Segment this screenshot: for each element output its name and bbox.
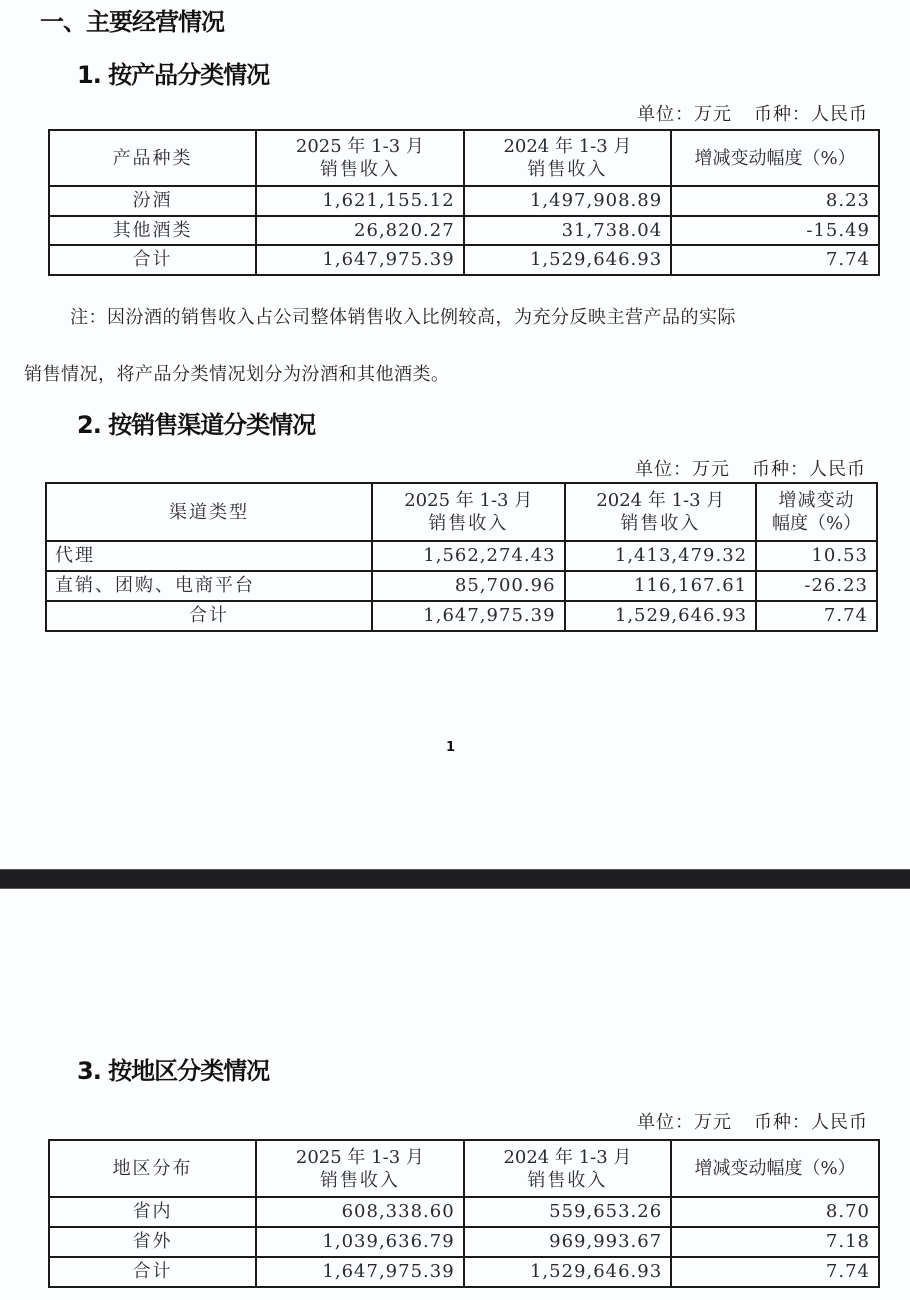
header-change-pct: 增减变动幅度（%） (671, 1140, 879, 1197)
header-change-pct: 增减变动 幅度（%） (756, 483, 877, 541)
header-product-type: 产品种类 (49, 130, 256, 186)
header-2024-revenue: 2024 年 1-3 月 销售收入 (464, 1140, 672, 1197)
unit-label: 单位：万元 (635, 459, 730, 480)
product-table (48, 129, 880, 276)
table-row (49, 186, 879, 216)
revenue-2024: 1,529,646.93 (464, 245, 672, 275)
table-row (46, 541, 877, 571)
revenue-2025: 1,621,155.12 (256, 186, 464, 216)
revenue-2025: 1,647,975.39 (372, 601, 565, 631)
row-label: 其他酒类 (49, 216, 256, 245)
table-row (46, 571, 877, 601)
change-pct: 7.74 (671, 245, 879, 275)
channel-section-title: 2. 按销售渠道分类情况 (77, 411, 316, 439)
revenue-2025: 608,338.60 (256, 1197, 464, 1227)
table-header-row (46, 483, 877, 541)
region-table (48, 1139, 880, 1288)
row-label: 合计 (46, 601, 372, 631)
header-change-pct: 增减变动幅度（%） (671, 130, 879, 186)
revenue-2025: 1,039,636.79 (256, 1227, 464, 1257)
table-header-row (49, 130, 879, 186)
change-pct: 8.23 (671, 186, 879, 216)
table-row (49, 216, 879, 245)
product-unit-line (637, 100, 868, 126)
change-pct: 7.74 (756, 601, 877, 631)
row-label: 省外 (49, 1227, 256, 1257)
revenue-2025: 26,820.27 (256, 216, 464, 245)
row-label: 合计 (49, 245, 256, 275)
change-pct: 7.74 (671, 1257, 879, 1287)
table-header-row (49, 1140, 879, 1197)
header-2025-revenue: 2025 年 1-3 月 销售收入 (256, 1140, 464, 1197)
row-label: 代理 (46, 541, 372, 571)
revenue-2024: 1,529,646.93 (464, 1257, 672, 1287)
product-note-line-2: 销售情况，将产品分类情况划分为汾酒和其他酒类。 (24, 364, 450, 385)
header-channel-type: 渠道类型 (46, 483, 372, 541)
revenue-2024: 1,497,908.89 (464, 186, 672, 216)
page-break-divider (0, 869, 910, 889)
revenue-2024: 969,993.67 (464, 1227, 672, 1257)
header-2024-revenue: 2024 年 1-3 月 销售收入 (565, 483, 757, 541)
row-label: 省内 (49, 1197, 256, 1227)
header-2025-revenue: 2025 年 1-3 月 销售收入 (372, 483, 565, 541)
table-row (49, 1227, 879, 1257)
change-pct: 8.70 (671, 1197, 879, 1227)
row-label: 合计 (49, 1257, 256, 1287)
table-row-total (49, 1257, 879, 1287)
revenue-2024: 559,653.26 (464, 1197, 672, 1227)
revenue-2024: 116,167.61 (565, 571, 757, 601)
change-pct: 7.18 (671, 1227, 879, 1257)
change-pct: -26.23 (756, 571, 877, 601)
revenue-2025: 85,700.96 (372, 571, 565, 601)
currency-label: 币种：人民币 (752, 459, 866, 480)
table-row (49, 1197, 879, 1227)
table-row-total (49, 245, 879, 275)
change-pct: 10.53 (756, 541, 877, 571)
revenue-2025: 1,647,975.39 (256, 245, 464, 275)
row-label: 直销、团购、电商平台 (46, 571, 372, 601)
revenue-2024: 1,413,479.32 (565, 541, 757, 571)
revenue-2025: 1,562,274.43 (372, 541, 565, 571)
unit-label: 单位：万元 (637, 104, 732, 125)
page-number: 1 (446, 740, 456, 755)
product-section-title: 1. 按产品分类情况 (77, 61, 270, 89)
section-title: 一、主要经营情况 (40, 8, 224, 36)
revenue-2024: 31,738.04 (464, 216, 672, 245)
currency-label: 币种：人民币 (754, 104, 868, 125)
row-label: 汾酒 (49, 186, 256, 216)
revenue-2024: 1,529,646.93 (565, 601, 757, 631)
product-note-line-1: 注：因汾酒的销售收入占公司整体销售收入比例较高，为充分反映主营产品的实际 (70, 307, 736, 328)
table-row-total (46, 601, 877, 631)
change-pct: -15.49 (671, 216, 879, 245)
revenue-2025: 1,647,975.39 (256, 1257, 464, 1287)
channel-table (45, 482, 878, 632)
header-2025-revenue: 2025 年 1-3 月 销售收入 (256, 130, 464, 186)
region-section-title: 3. 按地区分类情况 (77, 1057, 270, 1085)
document-page-2 (0, 889, 910, 1300)
header-2024-revenue: 2024 年 1-3 月 销售收入 (464, 130, 672, 186)
header-region: 地区分布 (49, 1140, 256, 1197)
region-unit-line (637, 1108, 868, 1134)
currency-label: 币种：人民币 (754, 1112, 868, 1133)
channel-unit-line (635, 455, 866, 481)
unit-label: 单位：万元 (637, 1112, 732, 1133)
